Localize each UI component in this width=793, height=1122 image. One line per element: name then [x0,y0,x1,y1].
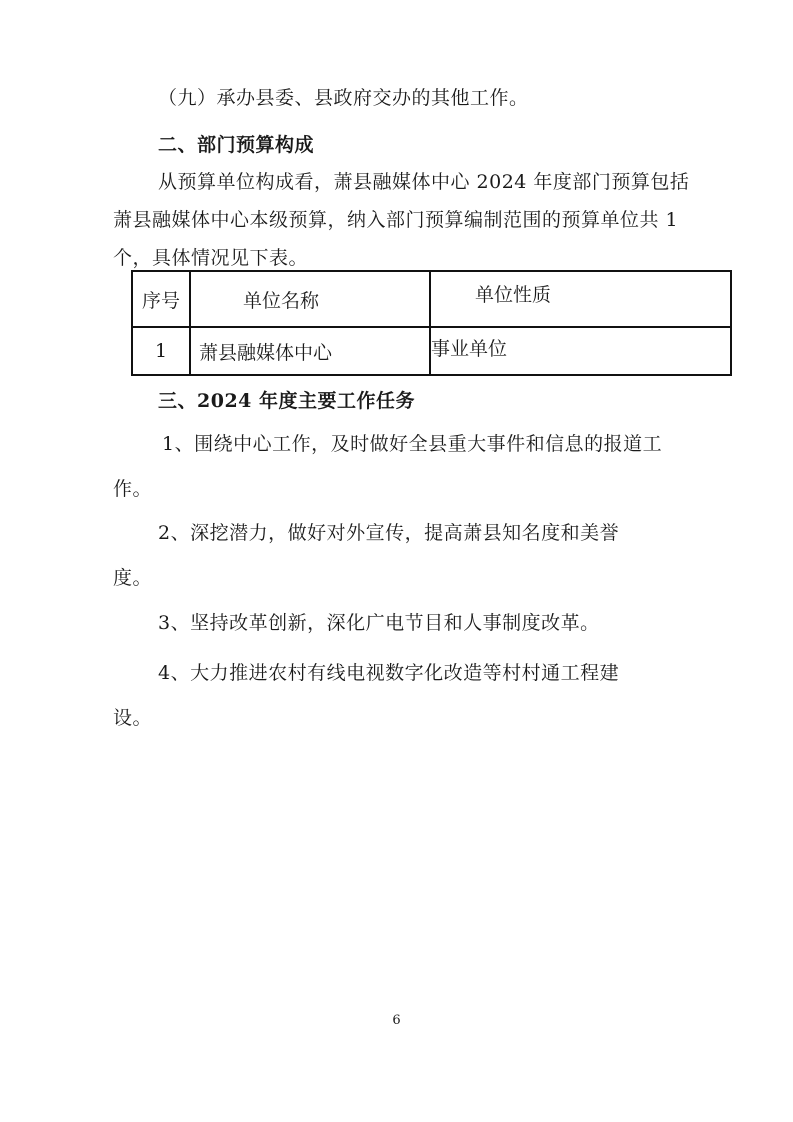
header-serial-cell [132,271,190,327]
section-3-heading: 三、2024 年度主要工作任务 [158,390,415,412]
task-3-line-1: 3、坚持改革创新，深化广电节目和人事制度改革。 [158,612,600,634]
table-row [132,327,731,375]
page-number: 6 [392,1013,401,1028]
row-unit-nature: 事业单位 [431,337,508,360]
section-2-paragraph-line-1: 从预算单位构成看，萧县融媒体中心 2024 年度部门预算包括 [158,171,690,193]
budget-unit-table [131,270,732,376]
table-header-row [132,271,731,327]
task-1-line-1: 1、围绕中心工作，及时做好全县重大事件和信息的报道工 [162,433,663,455]
task-2-line-1: 2、深挖潜力，做好对外宣传，提高萧县知名度和美誉 [158,522,620,544]
section-2-paragraph-line-2: 萧县融媒体中心本级预算，纳入部门预算编制范围的预算单位共 1 [113,209,679,231]
section-2-heading: 二、部门预算构成 [158,134,315,156]
header-serial: 序号 [141,289,180,312]
row-unit-nature-cell [430,327,731,375]
task-1-line-2: 作。 [113,478,153,500]
row-unit-name: 萧县融媒体中心 [199,341,333,364]
row-unit-name-cell [190,327,430,375]
task-4-line-2: 设。 [113,707,153,729]
item-9-text: （九）承办县委、县政府交办的其他工作。 [158,87,529,109]
task-4-line-1: 4、大力推进农村有线电视数字化改造等村村通工程建 [158,662,620,684]
header-unit-name-cell [190,271,430,327]
task-2-line-2: 度。 [113,567,153,589]
header-unit-nature-cell [430,271,731,327]
row-serial-cell [132,327,190,375]
row-serial: 1 [154,340,168,362]
header-unit-nature: 单位性质 [475,283,552,306]
header-unit-name: 单位名称 [243,289,320,312]
section-2-paragraph-line-3: 个，具体情况见下表。 [113,247,309,269]
